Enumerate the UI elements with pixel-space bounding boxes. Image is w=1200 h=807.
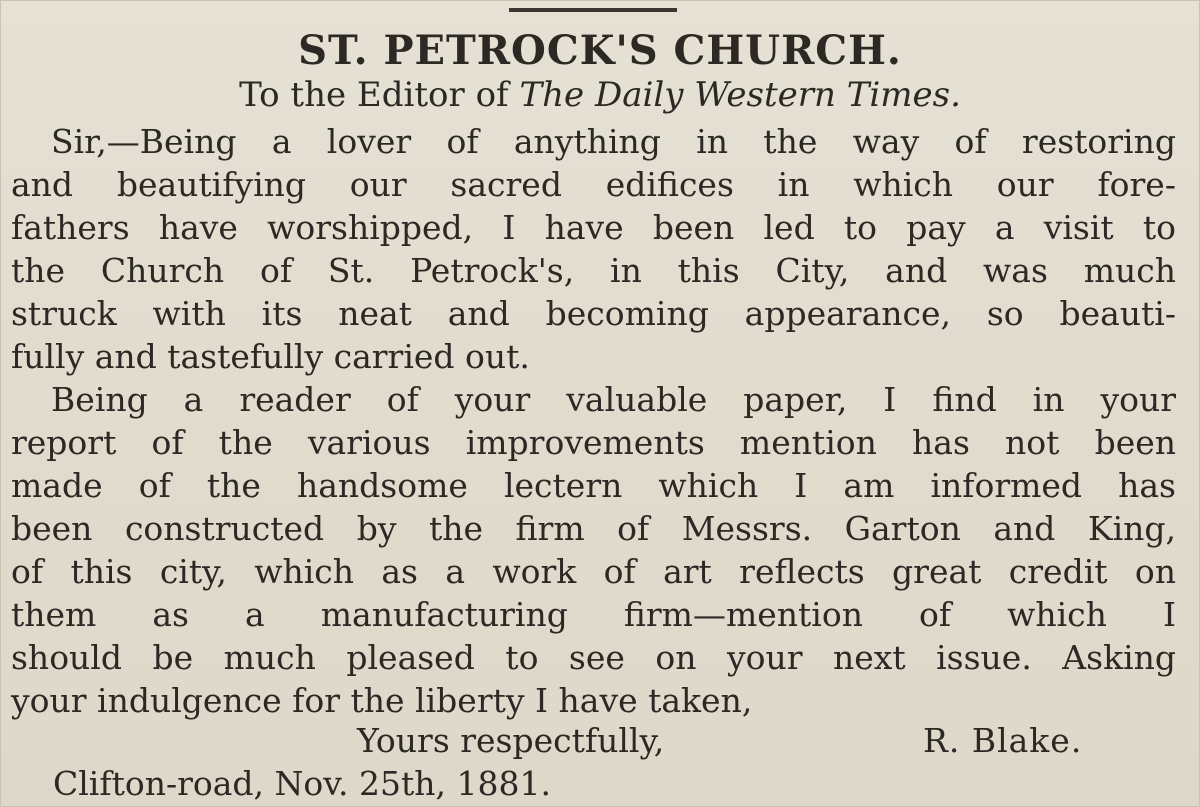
body-line: struck with its neat and becoming appearance, so beauti- [11,294,1176,333]
address-prefix: To the Editor of [239,75,509,115]
body-line: your indulgence for the liberty I have taken, [11,681,753,720]
body-line: fathers have worshipped, I have been led to pay a visit to [11,208,1176,247]
place-and-date: Clifton-road, Nov. 25th, 1881. [53,764,551,803]
body-line: the Church of St. Petrock's, in this City, and was much [11,251,1176,290]
headline: ST. PETROCK'S CHURCH. [298,27,902,74]
body-line: made of the handsome lectern which I am informed has [11,466,1176,505]
body-line: them as a manufacturing firm—mention of which I [11,595,1176,634]
body-line: and beautifying our sacred edifices in which our fore- [11,165,1176,204]
body-line: fully and tastefully carried out. [11,337,530,376]
body-line: of this city, which as a work of art reflects great credit on [11,552,1176,591]
column-rule [509,8,677,12]
editor-address [1,73,1199,117]
closing-salutation: Yours respectfully, [357,721,665,760]
body-line: Sir,—Being a lover of anything in the way of restoring [51,122,1176,161]
signature: R. Blake. [923,721,1083,760]
publication-name: The Daily Western Times. [519,75,961,115]
body-line: Being a reader of your valuable paper, I find in your [51,380,1176,419]
body-line: been constructed by the firm of Messrs. Garton and King, [11,509,1176,548]
body-line: report of the various improvements mention has not been [11,423,1176,462]
body-line: should be much pleased to see on your next issue. Asking [11,638,1176,677]
